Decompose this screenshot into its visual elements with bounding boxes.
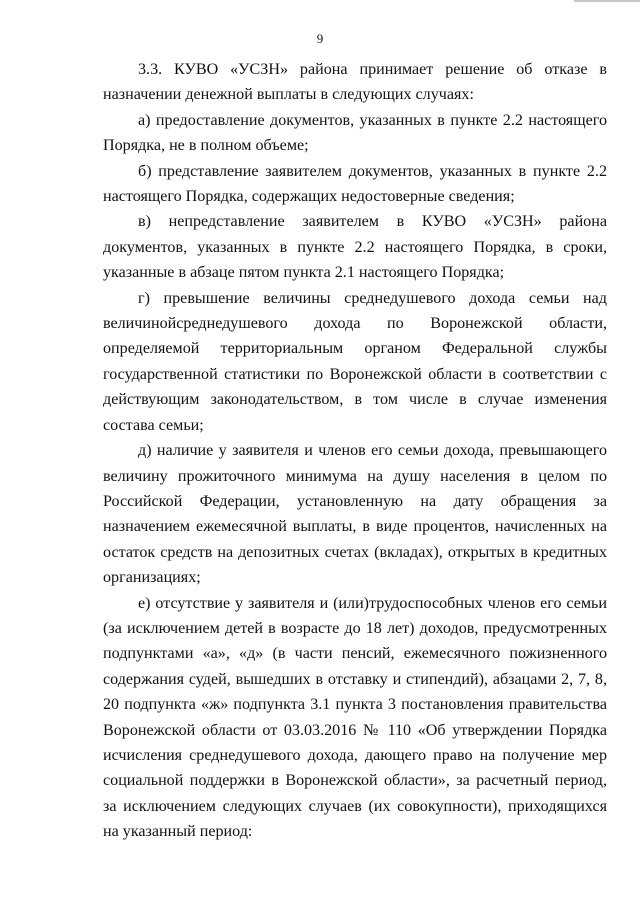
paragraph-b: б) представление заявителем документов, указанных в пункте 2.2 настоящего Порядка, содержащих недостоверные сведения; (103, 162, 607, 206)
page-number: 9 (316, 31, 324, 46)
paragraph-a: а) предоставление документов, указанных в пункте 2.2 настоящего Порядка, не в полном объеме; (103, 111, 607, 155)
paragraph-e: е) отсутствие у заявителя и (или)трудоспособных членов его семьи (за исключением детей в возрасте до 18 лет) доходов, предусмотренных подпунктами «а», «д» (в части пенсий, ежемесячного пожизненного содержания судей, вышедших в отставку и стипендий), абзацами 2, 7, 8, 20 подпункта «ж» подпункта 3.1 пункта 3 постановления правительства Воронежской области от 03.03.2016 № 110 «Об утверждении Порядка исчисления среднедушевого дохода, дающего право на получение мер социальной поддержки в Воронежской области», за расчетный период, за исключением следующих случаев (их совокупности), приходящихся на указанный период: (103, 594, 607, 841)
scan-edge-mark (574, 0, 640, 2)
paragraph-g: г) превышение величины среднедушевого дохода семьи над величинойсреднедушевого дохода по Воронежской области, определяемой территориальным органом Федеральной службы государственной статистики по Воронежской области в соответствии с действующим законодательством, в том числе в случае изменения состава семьи; (103, 289, 607, 434)
paragraph-3-3: 3.3. КУВО «УСЗН» района принимает решение об отказе в назначении денежной выплаты в следующих случаях: (103, 61, 607, 104)
document-body (103, 57, 607, 845)
paragraph-d: д) наличие у заявителя и членов его семьи дохода, превышающего величину прожиточного минимума на душу населения в целом по Российской Федерации, установленную на дату обращения за назначением ежемесячной выплаты, в виде процентов, начисленных на остаток средств на депозитных счетах (вкладах), открытых в кредитных организациях; (103, 442, 607, 587)
paragraph-v: в) непредставление заявителем в КУВО «УСЗН» района документов, указанных в пункте 2.2 настоящего Порядка, в сроки, указанные в абзаце пятом пункта 2.1 настоящего Порядка; (103, 213, 607, 282)
